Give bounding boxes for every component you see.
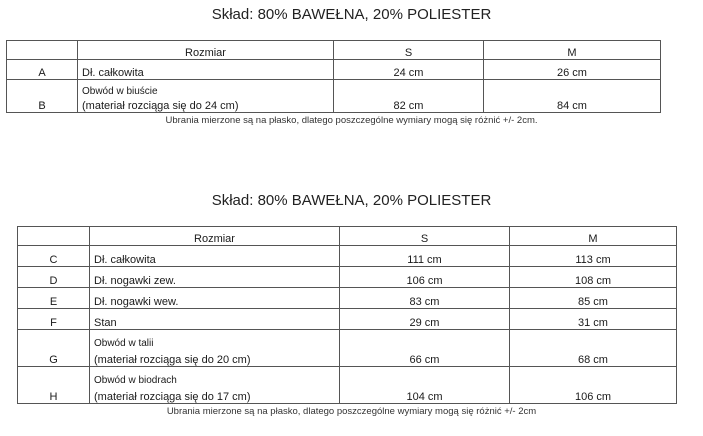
table-row [18, 267, 677, 288]
row-label-note: (materiał rozciąga się do 17 cm) [94, 391, 251, 403]
row-value-m: 26 cm [484, 60, 661, 80]
row-value-m: 68 cm [510, 330, 677, 367]
row-value-m: 113 cm [510, 246, 677, 267]
row-label [90, 330, 340, 367]
size-table-bottom [17, 226, 677, 404]
table2-note: Ubrania mierzone są na płasko, dlatego poszczególne wymiary mogą się różnić +/- 2cm [166, 406, 537, 417]
table-header-row [7, 41, 661, 60]
row-code: A [7, 60, 78, 80]
row-value-s: 104 cm [340, 367, 510, 404]
row-label-note: (materiał rozciąga się do 24 cm) [82, 100, 239, 112]
table-header-row [18, 227, 677, 246]
row-value-s: 82 cm [334, 80, 484, 113]
row-label: Dł. całkowita [78, 60, 334, 80]
row-label-note: (materiał rozciąga się do 20 cm) [94, 354, 251, 366]
row-value-s: 29 cm [340, 309, 510, 330]
header-size-s: S [340, 227, 510, 246]
row-value-m: 85 cm [510, 288, 677, 309]
row-value-m: 108 cm [510, 267, 677, 288]
header-code-cell [7, 41, 78, 60]
table-row [18, 330, 677, 367]
row-value-s: 66 cm [340, 330, 510, 367]
row-code: E [18, 288, 90, 309]
table1-title: Skład: 80% BAWEŁNA, 20% POLIESTER [211, 6, 492, 23]
row-label: Dł. całkowita [90, 246, 340, 267]
row-label-main: Obwód w biodrach [94, 375, 177, 386]
table-row [18, 367, 677, 404]
row-value-s: 106 cm [340, 267, 510, 288]
row-value-m: 84 cm [484, 80, 661, 113]
row-value-s: 111 cm [340, 246, 510, 267]
row-label: Stan [90, 309, 340, 330]
row-label: Dł. nogawki zew. [90, 267, 340, 288]
row-label [78, 80, 334, 113]
header-size-s: S [334, 41, 484, 60]
row-value-s: 83 cm [340, 288, 510, 309]
table-row [7, 80, 661, 113]
table-row [7, 60, 661, 80]
header-size-m: M [510, 227, 677, 246]
table-row [18, 309, 677, 330]
row-label [90, 367, 340, 404]
table-row [18, 288, 677, 309]
row-code: B [7, 80, 78, 113]
row-code: C [18, 246, 90, 267]
header-code-cell [18, 227, 90, 246]
table2-title: Skład: 80% BAWEŁNA, 20% POLIESTER [211, 192, 492, 209]
row-code: D [18, 267, 90, 288]
size-table-top [6, 40, 661, 113]
row-label-main: Obwód w biuście [82, 86, 158, 97]
header-size-m: M [484, 41, 661, 60]
table-row [18, 246, 677, 267]
row-code: G [18, 330, 90, 367]
row-label-main: Obwód w talii [94, 338, 154, 349]
row-label: Dł. nogawki wew. [90, 288, 340, 309]
table1-note: Ubrania mierzone są na płasko, dlatego poszczególne wymiary mogą się różnić +/- 2cm. [165, 115, 538, 126]
row-code: F [18, 309, 90, 330]
row-code: H [18, 367, 90, 404]
row-value-s: 24 cm [334, 60, 484, 80]
row-value-m: 106 cm [510, 367, 677, 404]
row-value-m: 31 cm [510, 309, 677, 330]
header-size-label: Rozmiar [78, 41, 334, 60]
header-size-label: Rozmiar [90, 227, 340, 246]
